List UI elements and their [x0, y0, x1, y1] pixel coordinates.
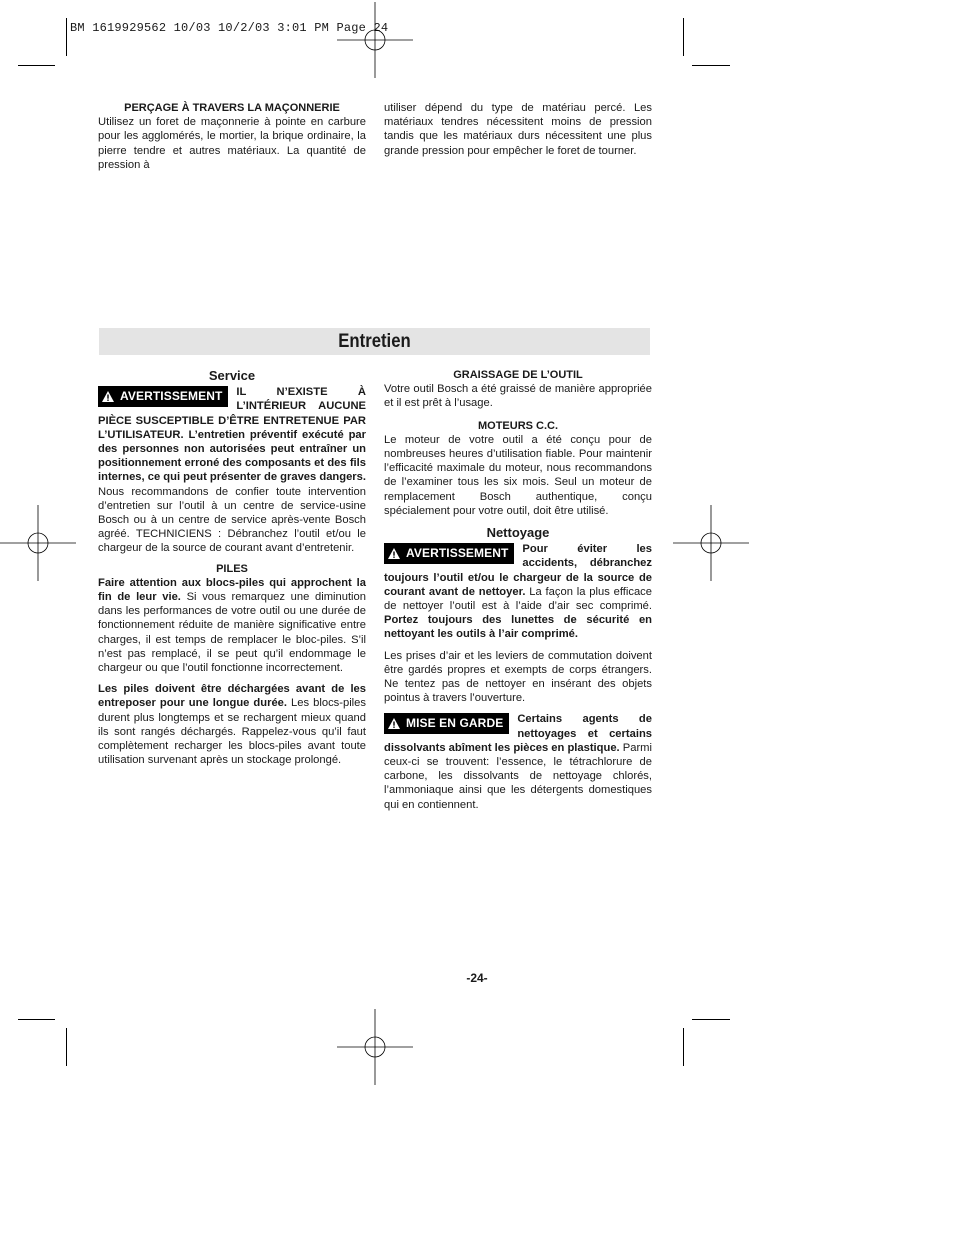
- masonry-continued-text: utiliser dépend du type de matériau percé. Les matériaux tendres nécessitent moins de pression tandis que les matériaux durs nécessitent une plus grande pression pour empêcher le foret de tourner.: [384, 102, 652, 157]
- service-warning-bold: IL N’EXISTE À L’INTÉRIEUR AUCUNE PIÈCE SUSCEPTIBLE D’ÊTRE ENTRETENUE PAR L’UTILISATEUR. L’entretien préventif exécuté par des personnes non autorisées peut entraîner un positionnement erroné des composants et des fils internes, ce qui peut présenter de graves dangers.: [98, 386, 366, 484]
- caution-rest: Parmi ceux-ci se trouvent: l’essence, le tétrachlorure de carbone, les dissolvants de nettoyage chlorés, l’ammoniaque ainsi que les détergents domestiques qui en contiennent.: [384, 741, 652, 811]
- warning-label: AVERTISSEMENT: [120, 389, 223, 404]
- warning-label: AVERTISSEMENT: [406, 546, 509, 561]
- graissage-heading: GRAISSAGE DE L’OUTIL: [453, 369, 583, 381]
- registration-mark-left: [0, 505, 76, 581]
- masonry-drilling-column: [98, 101, 366, 172]
- registration-mark-right: [673, 505, 749, 581]
- nettoyage-caution-paragraph: [384, 712, 652, 811]
- piles-p1-rest: Si vous remarquez une diminution dans les performances de votre outil ou une durée de fonctionnement réduite de manière significative entre charges, il est temps de remplacer le bloc-piles. S’il n’est pas remplacé, il se peut qu’il endommage le chargeur ou que l’outil fonctionne incorrectement.: [98, 591, 366, 675]
- warning-badge: [98, 386, 228, 407]
- nettoyage-rest-1: La façon la plus efficace de nettoyer l’outil est à l’aide d’air sec comprimé.: [384, 585, 652, 613]
- graissage-text: Votre outil Bosch a été graissé de manière appropriée et il est prêt à l’usage.: [384, 383, 652, 410]
- service-warning-rest: Nous recommandons de confier toute intervention d’entretien sur l’outil à un centre de service-usine Bosch ou à un centre de service après-vente Bosch agréé. TECHNICIENS : Débranchez l’outil et/ou le chargeur de la source de courant avant d’entretenir.: [98, 485, 366, 555]
- nettoyage-heading: Nettoyage: [486, 525, 550, 541]
- nettoyage-warning-paragraph: [384, 542, 652, 641]
- service-column: [98, 369, 366, 767]
- crop-mark: [66, 18, 67, 56]
- caution-badge: [384, 713, 509, 734]
- crop-mark: [18, 1019, 55, 1020]
- crop-mark: [66, 1028, 67, 1066]
- piles-p2-bold: Les piles doivent être déchargées avant de les entreposer pour une longue durée.: [98, 683, 366, 710]
- piles-paragraph-1: [98, 576, 366, 675]
- maintenance-column: [384, 368, 652, 812]
- masonry-continued-column: [384, 101, 652, 158]
- piles-p1-bold: Faire attention aux blocs-piles qui approchent la fin de leur vie.: [98, 576, 366, 604]
- masonry-text: Utilisez un foret de maçonnerie à pointe en carbure pour les agglomérés, le mortier, la brique ordinaire, la pierre tendre et autres matériaux. La quantité de pression à: [98, 116, 366, 171]
- piles-p2-rest: Les blocs-piles durent plus longtemps et se rechargent mieux quand ils sont rangés déchargés. Rappelez-vous qu’il faut complètement recharger les blocs-piles avant toute utilisation survenant après un stockage prolongé.: [98, 697, 366, 767]
- piles-paragraph-2: [98, 682, 366, 767]
- crop-mark: [683, 1028, 684, 1066]
- registration-mark-bottom: [337, 1009, 413, 1085]
- moteurs-text: Le moteur de votre outil a été conçu pour de nombreuses heures d’utilisation fiable. Pour maintenir l’efficacité maximale du moteur, nous recommandons de l’examiner tous les six mois. Seul un moteur de remplacement Bosch authentique, conçu spécialement pour votre outil, doit être utilisé.: [384, 433, 652, 517]
- warning-triangle-icon: [388, 548, 400, 559]
- crop-mark: [18, 65, 55, 66]
- service-heading: Service: [208, 368, 256, 383]
- warning-triangle-icon: [388, 718, 400, 729]
- nettoyage-paragraph-2: Les prises d’air et les leviers de commutation doivent être gardés propres et exempts de corps étrangers. Ne tentez pas de nettoyer en insérant des objets pointus à travers l’ouverture.: [384, 649, 652, 705]
- crop-mark: [692, 1019, 730, 1020]
- nettoyage-bold-1: Pour éviter les accidents, débranchez toujours l’outil et/ou le chargeur de la source de courant avant de nettoyer.: [384, 543, 652, 598]
- service-warning-paragraph: [98, 385, 366, 555]
- nettoyage-bold-2: Portez toujours des lunettes de sécurité en nettoyant les outils à l’air comprimé.: [384, 614, 652, 641]
- warning-triangle-icon: [102, 391, 114, 402]
- caution-bold: Certains agents de nettoyages et certains dissolvants abîment les pièces en plastique.: [384, 713, 652, 754]
- page-number: -24-: [466, 971, 488, 985]
- masonry-heading: PERÇAGE À TRAVERS LA MAÇONNERIE: [124, 102, 340, 114]
- registration-mark-top: [337, 2, 413, 78]
- warning-badge: [384, 543, 514, 564]
- caution-label: MISE EN GARDE: [406, 716, 504, 731]
- section-banner: [99, 328, 650, 355]
- section-title: Entretien: [338, 331, 411, 352]
- piles-heading: PILES: [216, 562, 248, 575]
- print-slug: BM 1619929562 10/03 10/2/03 3:01 PM Page 24: [70, 21, 389, 35]
- crop-mark: [683, 18, 684, 56]
- crop-mark: [692, 65, 730, 66]
- moteurs-heading: MOTEURS C.C.: [477, 419, 559, 432]
